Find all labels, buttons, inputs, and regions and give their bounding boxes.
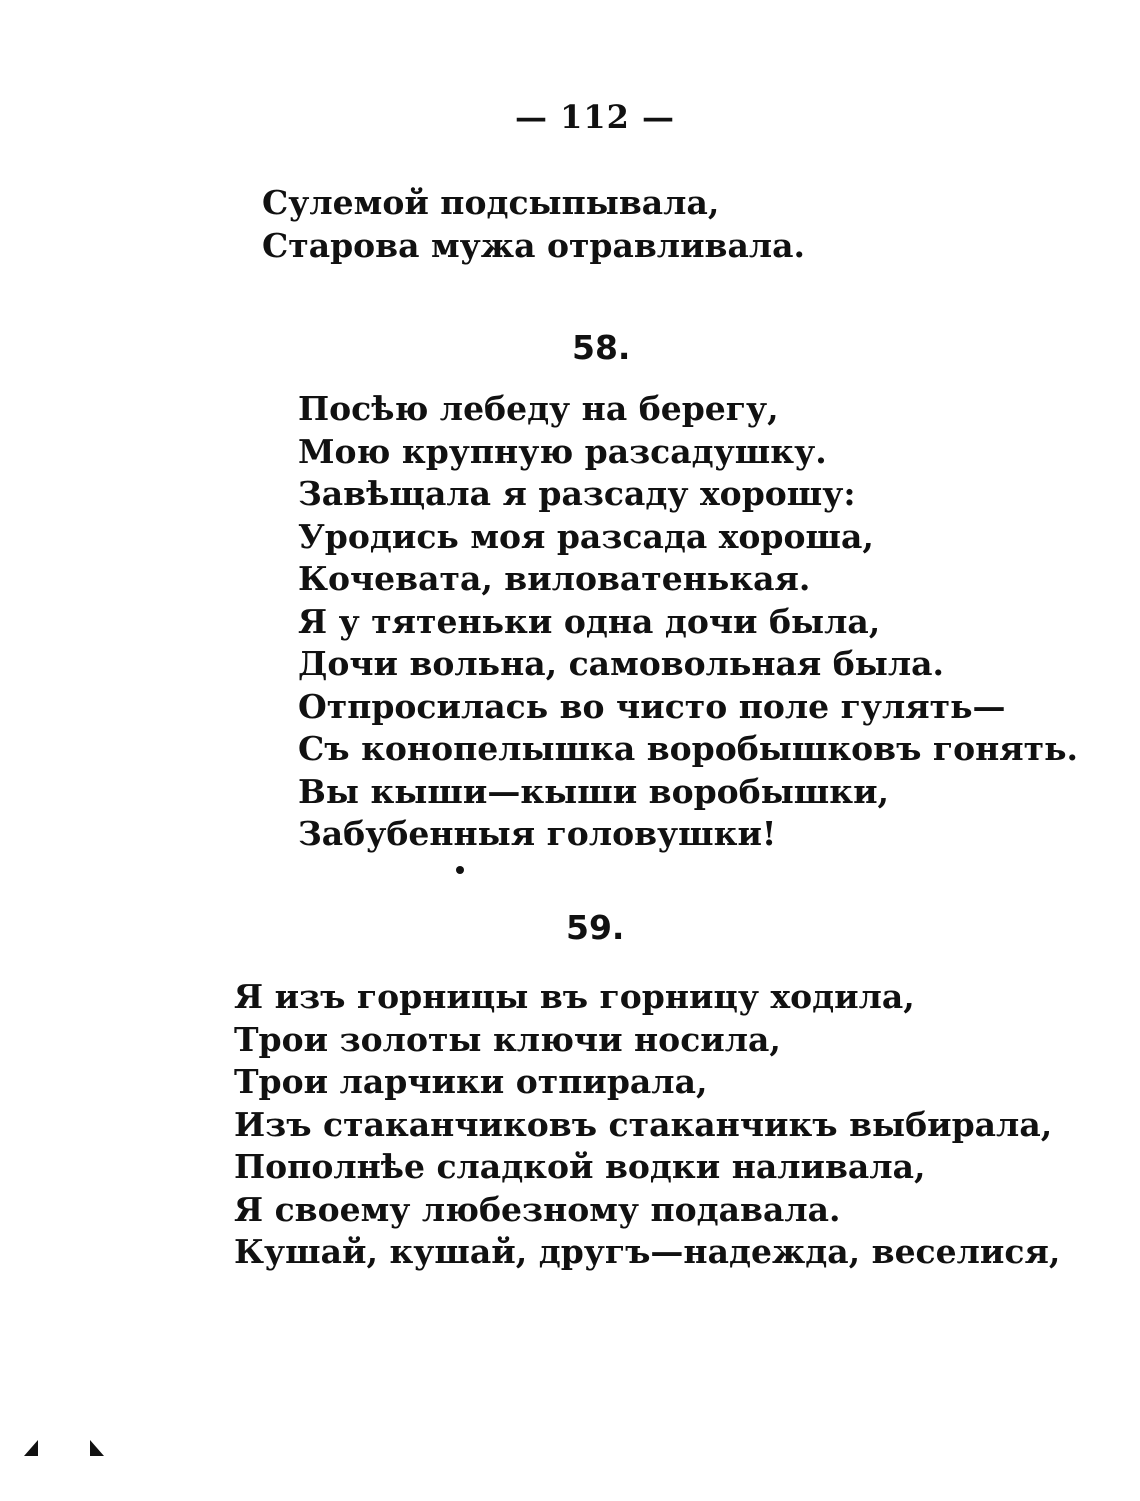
poem-58-number: 58. bbox=[572, 328, 631, 367]
verse-line: Вы кыши—кыши воробышки, bbox=[298, 771, 890, 811]
poem-59-number: 59. bbox=[566, 908, 625, 947]
verse-line: Я своему любезному подавала. bbox=[234, 1189, 841, 1229]
verse-line: Дочи вольна, самовольная была. bbox=[298, 644, 944, 683]
scan-marker-left bbox=[24, 1440, 38, 1456]
verse-line: Я у тятеньки одна дочи была, bbox=[298, 601, 881, 641]
verse-line: Мою крупную разсадушку. bbox=[298, 431, 827, 471]
verse-line: Трои золоты ключи носила, bbox=[234, 1019, 781, 1059]
verse-line: Отпросилась во чисто поле гулять— bbox=[298, 686, 1006, 726]
verse-line: Изъ стаканчиковъ стаканчикъ выбирала, bbox=[234, 1104, 1053, 1144]
verse-line: Трои ларчики отпирала, bbox=[234, 1062, 708, 1101]
verse-line: Завѣщала я разсаду хорошу: bbox=[298, 474, 856, 513]
poem-59 bbox=[234, 976, 1060, 1274]
verse-line: Я изъ горницы въ горницу ходила, bbox=[234, 977, 915, 1016]
print-speck bbox=[456, 866, 464, 874]
verse-line: Кочевата, виловатенькая. bbox=[298, 559, 811, 598]
verse-line: Уродись моя разсада хороша, bbox=[298, 516, 874, 556]
poem-58 bbox=[298, 388, 1078, 856]
page-number: — 112 — bbox=[514, 98, 676, 136]
verse-line: Пополнѣе сладкой водки наливала, bbox=[234, 1147, 926, 1186]
verse-line: Забубенныя головушки! bbox=[298, 814, 777, 853]
verse-line: Съ конопелышка воробышковъ гонять. bbox=[298, 729, 1078, 768]
verse-line: Старова мужа отравливала. bbox=[262, 225, 806, 265]
verse-line: Сулемой подсыпывала, bbox=[262, 183, 720, 222]
scan-marker-right bbox=[90, 1440, 104, 1456]
continuation-stanza bbox=[262, 182, 805, 267]
verse-line: Кушай, кушай, другъ—надежда, веселися, bbox=[234, 1232, 1061, 1271]
verse-line: Посѣю лебеду на берегу, bbox=[298, 389, 779, 428]
